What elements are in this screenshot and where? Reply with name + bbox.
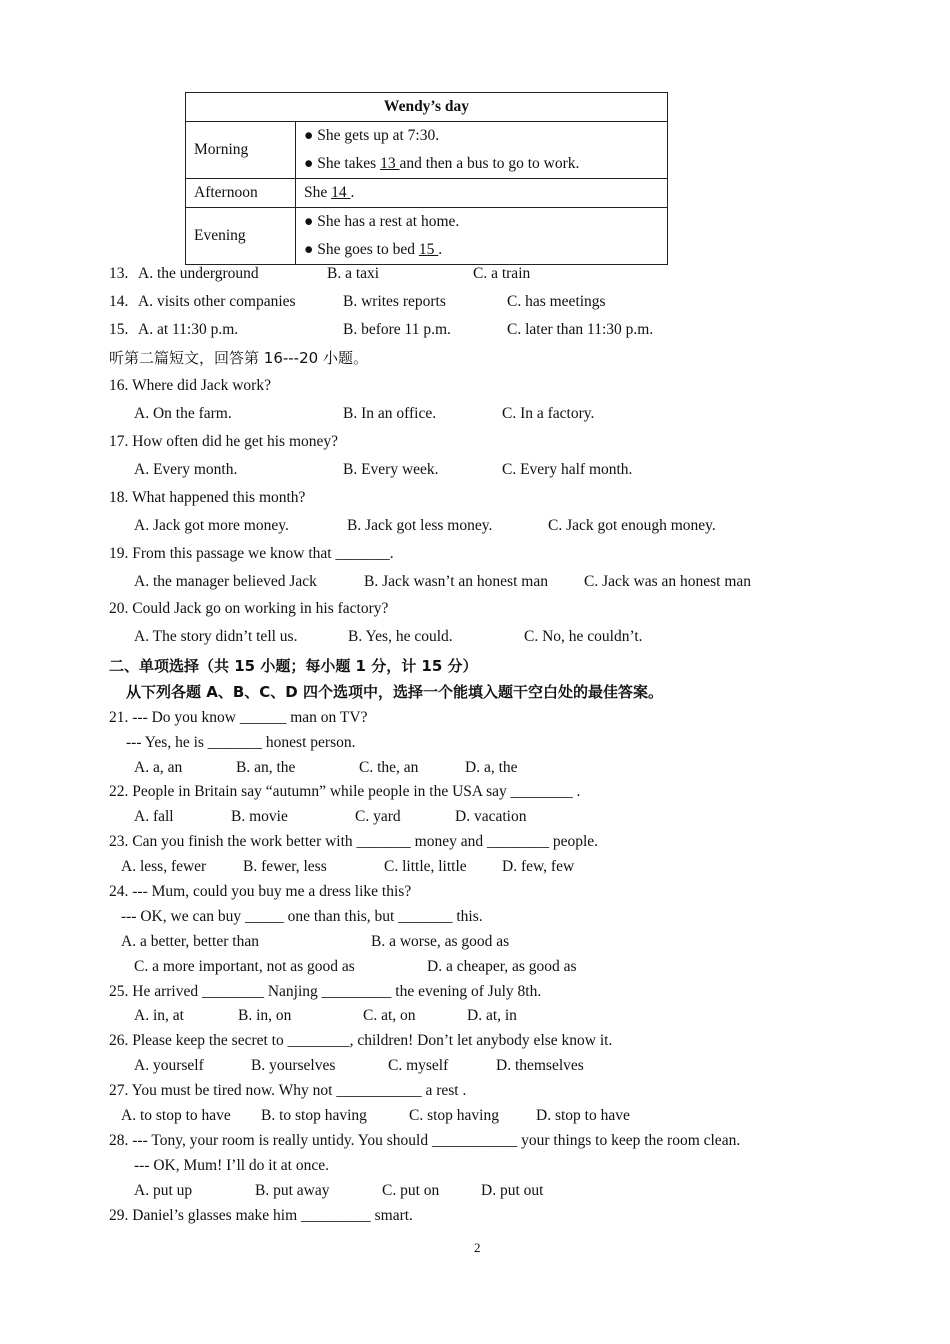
table-title: Wendy’s day — [186, 93, 668, 122]
q22-option-b: B. movie — [231, 808, 288, 825]
q27-stem: 27. You must be tired now. Why not ___________ a rest . — [109, 1082, 467, 1099]
q24-option-a: A. a better, better than — [121, 933, 259, 950]
q23-option-c: C. little, little — [384, 858, 467, 875]
q24-option-c: C. a more important, not as good as — [134, 958, 355, 975]
q15-number: 15. — [109, 321, 129, 338]
q26-option-c: C. myself — [388, 1057, 449, 1074]
q23-option-b: B. fewer, less — [243, 858, 327, 875]
evening-line-1: ● She has a rest at home. — [304, 213, 460, 230]
q25-option-b: B. in, on — [238, 1007, 292, 1024]
row-label-morning: Morning — [186, 122, 296, 179]
q20-stem: 20. Could Jack go on working in his factory? — [109, 600, 389, 617]
q29-stem: 29. Daniel’s glasses make him _________ smart. — [109, 1207, 413, 1224]
part2-instruction: 从下列各题 A、B、C、D 四个选项中，选择一个能填入题干空白处的最佳答案。 — [126, 683, 663, 701]
q27-option-c: C. stop having — [409, 1107, 499, 1124]
q20-option-a: A. The story didn’t tell us. — [134, 628, 298, 645]
page-number: 2 — [474, 1240, 481, 1255]
q26-option-a: A. yourself — [134, 1057, 204, 1074]
row-label-afternoon: Afternoon — [186, 179, 296, 208]
q20-option-c: C. No, he couldn’t. — [524, 628, 643, 645]
q13-number: 13. — [109, 265, 129, 282]
q28-stem-line2: --- OK, Mum! I’ll do it at once. — [134, 1157, 329, 1174]
q15-option-a: A. at 11:30 p.m. — [138, 321, 239, 338]
row-content-afternoon: She 14 . — [296, 179, 668, 208]
q14-option-c: C. has meetings — [507, 293, 606, 310]
q17-option-b: B. Every week. — [343, 461, 439, 478]
q27-option-a: A. to stop to have — [121, 1107, 231, 1124]
q21-option-b: B. an, the — [236, 759, 296, 776]
q22-option-d: D. vacation — [455, 808, 527, 825]
q20-option-b: B. Yes, he could. — [348, 628, 453, 645]
q28-option-c: C. put on — [382, 1182, 440, 1199]
q26-stem: 26. Please keep the secret to ________, children! Don’t let anybody else know it. — [109, 1032, 613, 1049]
q25-option-a: A. in, at — [134, 1007, 184, 1024]
q25-option-c: C. at, on — [363, 1007, 416, 1024]
q19-stem: 19. From this passage we know that _______. — [109, 545, 394, 562]
q18-stem: 18. What happened this month? — [109, 489, 306, 506]
q25-stem: 25. He arrived ________ Nanjing _________ the evening of July 8th. — [109, 983, 542, 1000]
q17-option-c: C. Every half month. — [502, 461, 633, 478]
morning-line-2: ● She takes 13 and then a bus to go to work. — [304, 155, 580, 172]
q26-option-b: B. yourselves — [251, 1057, 336, 1074]
q27-option-d: D. stop to have — [536, 1107, 630, 1124]
q16-option-c: C. In a factory. — [502, 405, 595, 422]
q17-stem: 17. How often did he get his money? — [109, 433, 339, 450]
q14-number: 14. — [109, 293, 129, 310]
q23-option-d: D. few, few — [502, 858, 575, 875]
q22-option-a: A. fall — [134, 808, 174, 825]
blank-14: 14 — [331, 184, 351, 201]
blank-15: 15 — [418, 241, 439, 258]
q24-stem-line2: --- OK, we can buy _____ one than this, but _______ this. — [121, 908, 483, 925]
q13-option-a: A. the underground — [138, 265, 259, 282]
q26-option-d: D. themselves — [496, 1057, 584, 1074]
q13-option-b: B. a taxi — [327, 265, 380, 282]
evening-line-2: ● She goes to bed 15 . — [304, 241, 443, 258]
q18-option-b: B. Jack got less money. — [347, 517, 493, 534]
q22-option-c: C. yard — [355, 808, 401, 825]
part2-title: 二、单项选择（共 15 小题；每小题 1 分，计 15 分） — [109, 657, 478, 675]
q25-option-d: D. at, in — [467, 1007, 517, 1024]
blank-13: 13 — [380, 155, 400, 172]
q21-stem-line1: 21. --- Do you know ______ man on TV? — [109, 709, 368, 726]
q17-option-a: A. Every month. — [134, 461, 238, 478]
q13-option-c: C. a train — [473, 265, 531, 282]
q18-option-a: A. Jack got more money. — [134, 517, 289, 534]
q22-stem: 22. People in Britain say “autumn” while people in the USA say ________ . — [109, 783, 581, 800]
q21-option-a: A. a, an — [134, 759, 183, 776]
q24-stem-line1: 24. --- Mum, could you buy me a dress like this? — [109, 883, 412, 900]
q23-stem: 23. Can you finish the work better with _______ money and ________ people. — [109, 833, 599, 850]
q19-option-b: B. Jack wasn’t an honest man — [364, 573, 548, 590]
morning-line-1: ● She gets up at 7:30. — [304, 127, 440, 144]
q19-option-a: A. the manager believed Jack — [134, 573, 317, 590]
q23-option-a: A. less, fewer — [121, 858, 207, 875]
q27-option-b: B. to stop having — [261, 1107, 367, 1124]
q21-option-d: D. a, the — [465, 759, 518, 776]
q28-option-b: B. put away — [255, 1182, 330, 1199]
q21-stem-line2: --- Yes, he is _______ honest person. — [126, 734, 356, 751]
listening-instruction: 听第二篇短文，回答第 16---20 小题。 — [109, 349, 368, 367]
q15-option-b: B. before 11 p.m. — [343, 321, 451, 338]
q18-option-c: C. Jack got enough money. — [548, 517, 716, 534]
q19-option-c: C. Jack was an honest man — [584, 573, 752, 590]
q16-option-b: B. In an office. — [343, 405, 437, 422]
q14-option-a: A. visits other companies — [138, 293, 296, 310]
row-content-evening — [296, 208, 668, 265]
q16-option-a: A. On the farm. — [134, 405, 232, 422]
wendys-day-table — [185, 92, 668, 265]
q14-option-b: B. writes reports — [343, 293, 446, 310]
q15-option-c: C. later than 11:30 p.m. — [507, 321, 654, 338]
q28-option-d: D. put out — [481, 1182, 544, 1199]
row-content-morning — [296, 122, 668, 179]
q28-option-a: A. put up — [134, 1182, 193, 1199]
q16-stem: 16. Where did Jack work? — [109, 377, 271, 394]
q21-option-c: C. the, an — [359, 759, 419, 776]
q24-option-b: B. a worse, as good as — [371, 933, 510, 950]
q28-stem-line1: 28. --- Tony, your room is really untidy. You should ___________ your things to keep the room clean. — [109, 1132, 741, 1149]
row-label-evening: Evening — [186, 208, 296, 265]
q24-option-d: D. a cheaper, as good as — [427, 958, 577, 975]
